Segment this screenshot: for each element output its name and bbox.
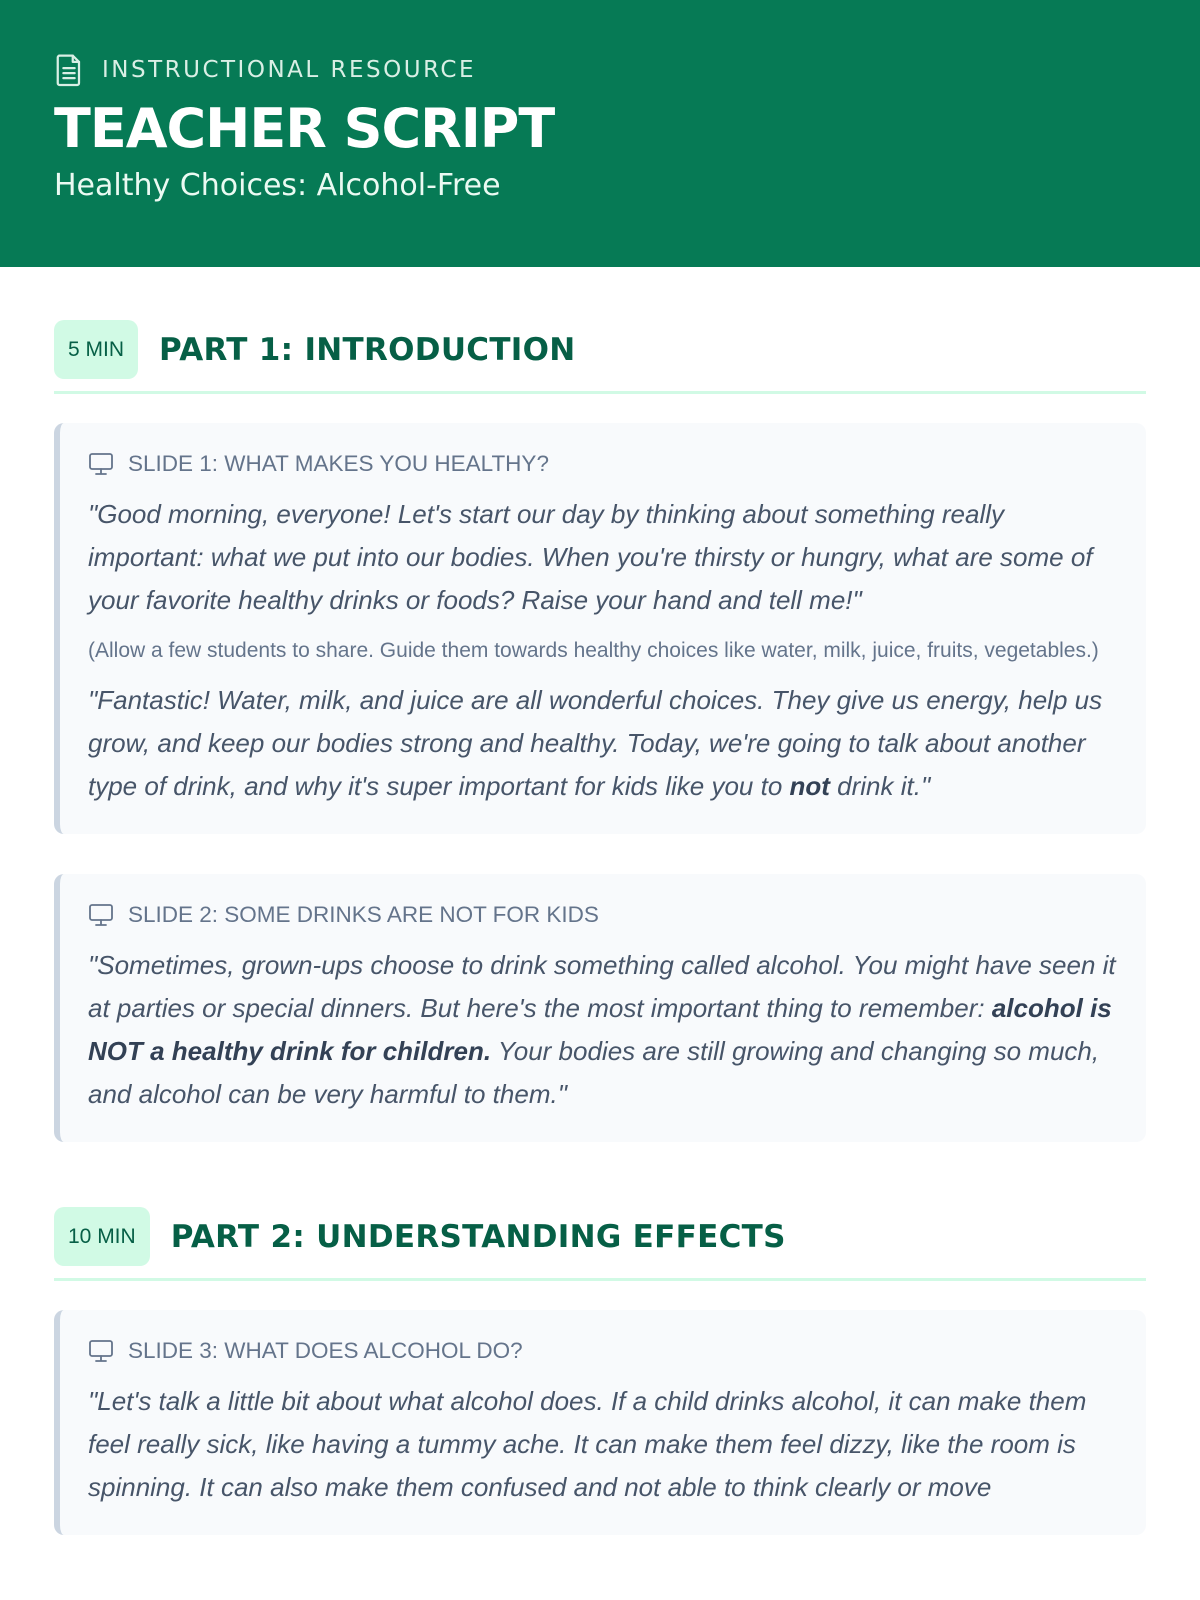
monitor-icon — [88, 1339, 114, 1363]
slide-label — [88, 449, 1118, 479]
slide-label-text: SLIDE 2: SOME DRINKS ARE NOT FOR KIDS — [128, 902, 599, 927]
quote-text: "Fantastic! Water, milk, and juice are all wonderful choices. They give us energy, help us grow, and keep our bodies strong and healthy. Today, we're going to talk about another type of drink, and why it's super important for kids like you to — [88, 685, 1103, 801]
slide-card — [54, 1310, 1146, 1535]
script-quote — [88, 944, 1118, 1116]
section-part-2 — [54, 1207, 1146, 1535]
script-content — [0, 267, 1200, 1535]
page-header — [0, 0, 1200, 267]
script-quote: "Let's talk a little bit about what alcohol does. If a child drinks alcohol, it can make them feel really sick, like having a tummy ache. It can make them feel dizzy, like the room is spinning. It can also make them confused and not able to think clearly or move — [88, 1386, 1087, 1502]
section-part-1 — [54, 320, 1146, 1142]
time-badge: 10 MIN — [54, 1207, 150, 1266]
emphasis-text: alcohol is NOT a healthy drink for children. — [88, 993, 1112, 1066]
monitor-icon — [88, 452, 114, 476]
section-title: PART 1: INTRODUCTION — [159, 331, 576, 368]
quote-text: "Sometimes, grown-ups choose to drink something called alcohol. You might have seen it at parties or special dinners. But here's the most important thing to remember: — [88, 950, 1116, 1023]
section-header — [54, 320, 1146, 394]
monitor-icon — [88, 903, 114, 927]
quote-text: drink it." — [829, 771, 931, 801]
resource-eyebrow — [54, 52, 1146, 88]
script-quote — [88, 679, 1118, 808]
quote-text: Your bodies are still growing and changing so much, and alcohol can be very harmful to them." — [88, 1036, 1100, 1109]
teacher-note: (Allow a few students to share. Guide them towards healthy choices like water, milk, juice, fruits, vegetables.) — [88, 639, 1099, 662]
eyebrow-text: INSTRUCTIONAL RESOURCE — [102, 57, 476, 83]
slide-label — [88, 1336, 1118, 1366]
page-title: TEACHER SCRIPT — [54, 97, 555, 160]
slide-label-text: SLIDE 3: WHAT DOES ALCOHOL DO? — [128, 1338, 523, 1363]
page-subtitle: Healthy Choices: Alcohol-Free — [54, 168, 501, 203]
slide-label-text: SLIDE 1: WHAT MAKES YOU HEALTHY? — [128, 451, 549, 476]
section-title: PART 2: UNDERSTANDING EFFECTS — [170, 1218, 786, 1255]
time-badge: 5 MIN — [54, 320, 138, 379]
script-quote: "Good morning, everyone! Let's start our day by thinking about something really important: what we put into our bodies. When you're thirsty or hungry, what are some of your favorite healthy drinks or foods? Raise your hand and tell me!" — [88, 499, 1093, 615]
slide-label — [88, 900, 1118, 930]
emphasis-text: not — [789, 771, 830, 801]
slide-card — [54, 423, 1146, 834]
slide-card — [54, 874, 1146, 1142]
section-header — [54, 1207, 1146, 1281]
document-icon — [54, 53, 84, 87]
